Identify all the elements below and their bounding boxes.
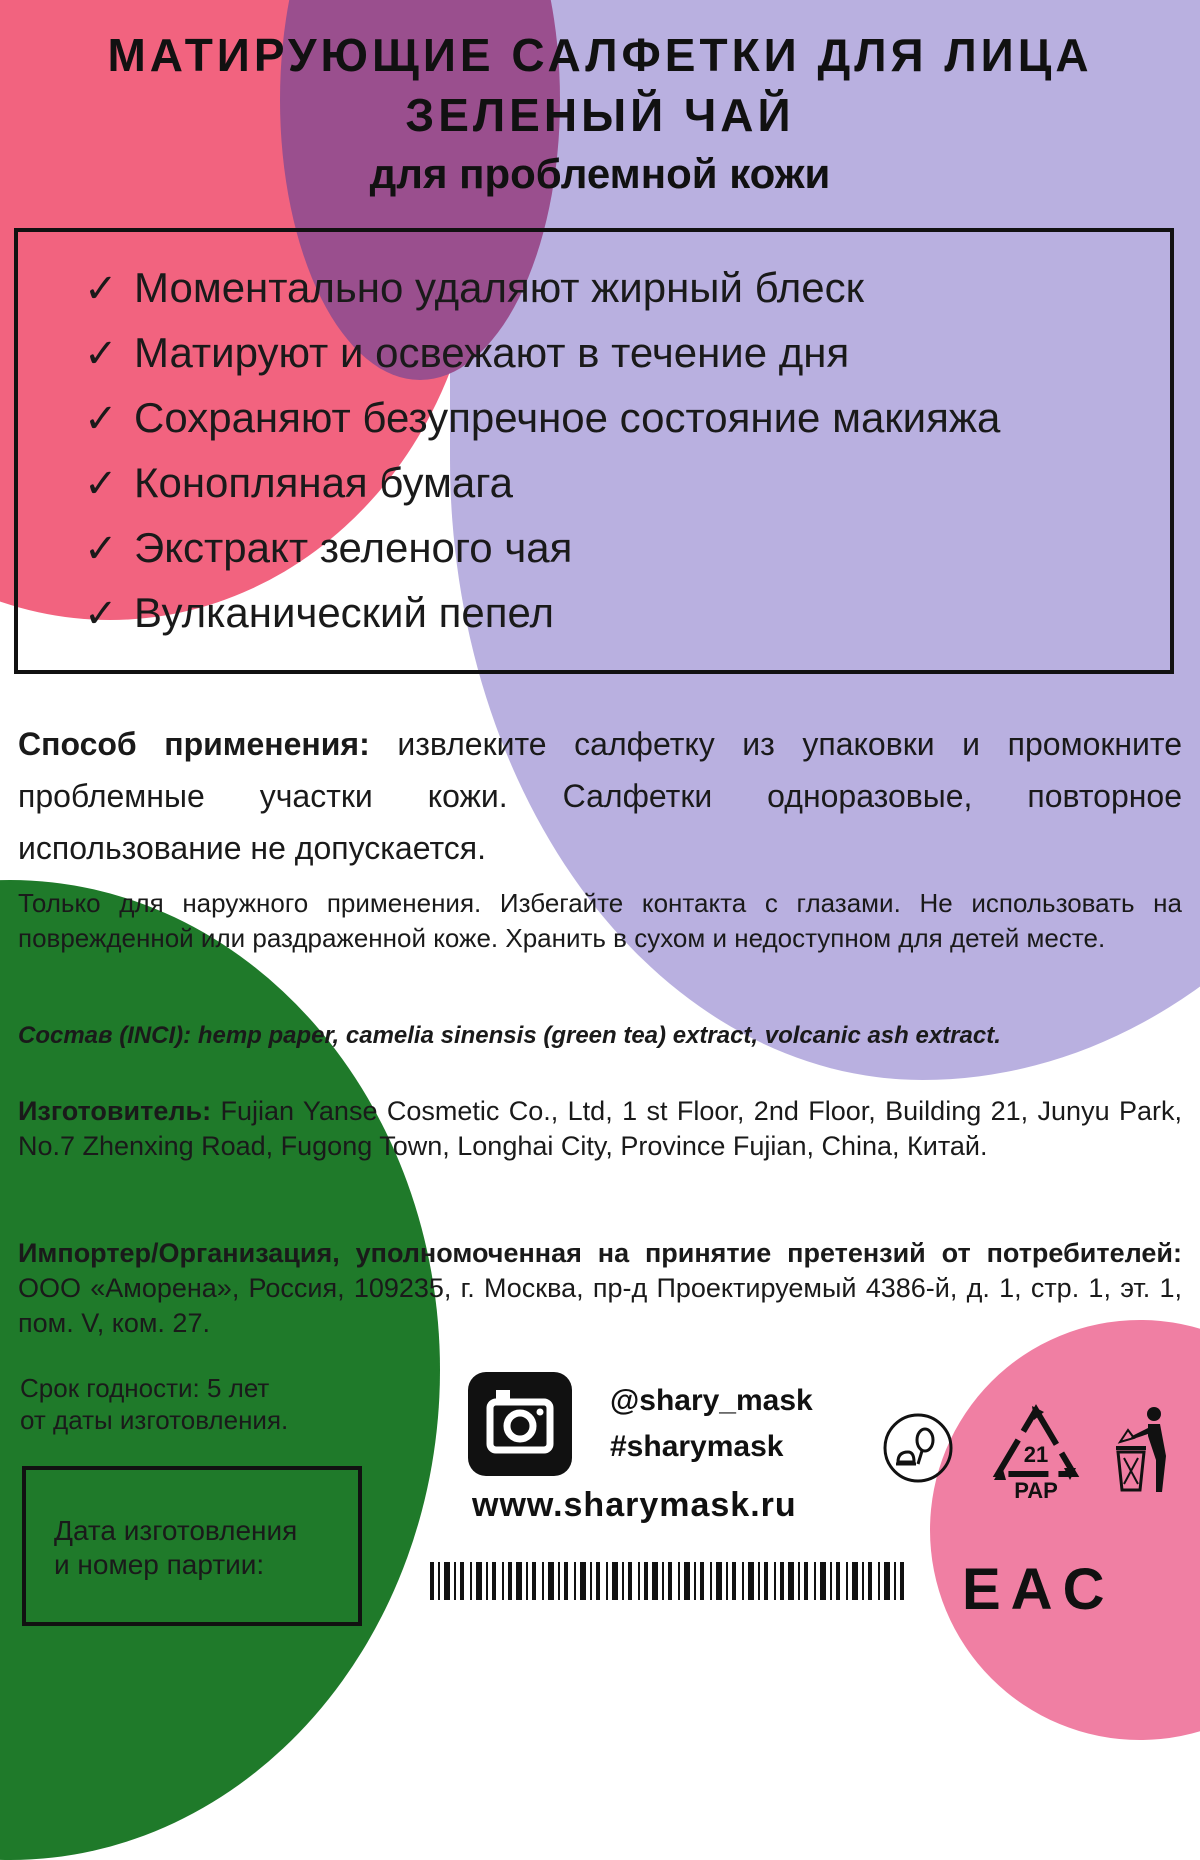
ingredients: Состав (INCI): hemp paper, camelia sinensis (green tea) extract, volcanic ash extract. bbox=[18, 1022, 1001, 1049]
mirror-icon bbox=[882, 1412, 954, 1484]
feature-item: ✓ Экстракт зеленого чая bbox=[84, 524, 573, 571]
barcode bbox=[430, 1562, 910, 1600]
manufacturer-text: Fujian Yanse Cosmetic Co., Ltd, 1 st Floor, 2nd Floor, Building 21, Junyu Park, No.7 Zhenxing Road, Fugong Town, Longhai City, Province Fujian, China, Китай. bbox=[18, 1096, 1182, 1161]
recycling-icon bbox=[988, 1402, 1084, 1502]
manufacturer bbox=[18, 1094, 1182, 1164]
recycling-number: 21 bbox=[1023, 1442, 1049, 1467]
product-subtitle: для проблемной кожи bbox=[369, 150, 831, 197]
check-icon: ✓ bbox=[84, 527, 118, 571]
usage-label: Способ применения: bbox=[18, 726, 370, 762]
recycling-code: PAP bbox=[1014, 1478, 1058, 1502]
website-link[interactable]: www.sharymask.ru bbox=[472, 1486, 797, 1524]
features-box bbox=[14, 228, 1174, 674]
trash-bin-icon bbox=[1108, 1406, 1180, 1498]
feature-item: ✓ Вулканический пепел bbox=[84, 589, 554, 636]
check-icon: ✓ bbox=[84, 462, 118, 506]
product-title: МАТИРУЮЩИЕ САЛФЕТКИ ДЛЯ ЛИЦА bbox=[107, 29, 1093, 81]
feature-item: ✓ Матируют и освежают в течение дня bbox=[84, 329, 850, 376]
instagram-icon[interactable] bbox=[468, 1372, 572, 1476]
hashtag[interactable]: #sharymask bbox=[610, 1430, 784, 1463]
manufacturer-label: Изготовитель: bbox=[18, 1096, 212, 1126]
batch-box bbox=[22, 1466, 362, 1626]
product-variant: ЗЕЛЕНЫЙ ЧАЙ bbox=[405, 89, 795, 141]
warning-text: Только для наружного применения. Избегайте контакта с глазами. Не использовать на поврежденной или раздраженной коже. Хранить в сухом и недоступном для детей месте. bbox=[18, 888, 1182, 953]
feature-item: ✓ Сохраняют безупречное состояние макияжа bbox=[84, 394, 1001, 441]
shelf-life: Срок годности: 5 лет от даты изготовления. bbox=[20, 1373, 289, 1435]
check-icon: ✓ bbox=[84, 332, 118, 376]
batch-label: Дата изготовления и номер партии: bbox=[54, 1515, 298, 1580]
eac-mark: EAC bbox=[962, 1557, 1115, 1622]
check-icon: ✓ bbox=[84, 397, 118, 441]
usage-text: извлеките салфетку из упаковки и промокните проблемные участки кожи. Салфетки одноразовые, повторное использование не допускается. bbox=[18, 726, 1183, 866]
feature-item: ✓ Моментально удаляют жирный блеск bbox=[84, 264, 865, 311]
importer-text: ООО «Аморена», Россия, 109235, г. Москва, пр-д Проектируемый 4386-й, д. 1, стр. 1, эт. 1, пом. V, ком. 27. bbox=[18, 1273, 1182, 1338]
importer-label: Импортер/Организация, уполномоченная на принятие претензий от потребителей: bbox=[18, 1238, 1182, 1268]
usage-instructions bbox=[18, 718, 1182, 874]
check-icon: ✓ bbox=[84, 267, 118, 311]
instagram-handle[interactable]: @shary_mask bbox=[610, 1384, 813, 1417]
importer bbox=[18, 1236, 1182, 1341]
check-icon: ✓ bbox=[84, 592, 118, 636]
feature-item: ✓ Конопляная бумага bbox=[84, 459, 513, 506]
